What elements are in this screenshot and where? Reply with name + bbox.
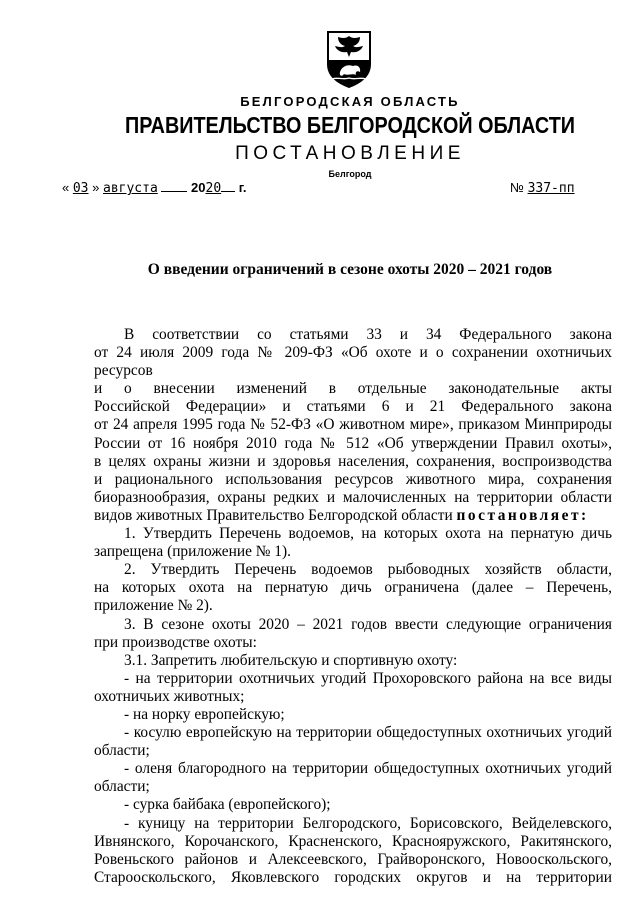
intro-line: и рационального использования ресурсов животного мира, сохранения: [94, 470, 612, 488]
number-value: 337-пп: [527, 181, 575, 196]
date-year-suffix: 20: [205, 181, 222, 196]
city-name: Белгород: [328, 169, 372, 179]
bullet-2: - на норку европейскую;: [124, 705, 285, 723]
bullet-4-line: области;: [94, 778, 150, 796]
bullet-6-line: Старооскольского, Яковлевского городских округов и на территории: [94, 868, 612, 886]
bullet-3-line: области;: [94, 742, 150, 760]
item-1-line: 1. Утвердить Перечень водоемов, на которых охота на пернатую дичь: [124, 525, 612, 543]
bullet-4-line: - оленя благородного на территории общедоступных охотничьих угодий: [124, 760, 612, 778]
document-number: [510, 180, 575, 196]
region-name: БЕЛГОРОДСКАЯ ОБЛАСТЬ: [240, 94, 460, 109]
intro-last-line: [94, 507, 612, 525]
bullet-6-line: Ивнянского, Корочанского, Красненского, Краснояружского, Ракитянского,: [94, 832, 612, 850]
coat-of-arms-icon: [326, 30, 372, 88]
item-3-line: 3. В сезоне охоты 2020 – 2021 годов ввести следующие ограничения: [124, 615, 612, 633]
intro-line: биоразнообразия, охраны редких и малочисленных на территории области: [94, 488, 612, 506]
intro-line: и о внесении изменений в отдельные законодательные акты: [94, 380, 612, 398]
intro-line: России от 16 ноября 2010 года № 512 «Об утверждении Правил охоты»,: [94, 434, 612, 452]
date-month: августа: [103, 181, 158, 196]
bullet-6-line: - куницу на территории Белгородского, Борисовского, Вейделевского,: [124, 814, 612, 832]
intro-line: Российской Федерации» и статьями 6 и 21 Федерального закона: [94, 398, 612, 416]
date-close-quote: »: [92, 180, 100, 195]
item-2-line: приложение № 2).: [94, 597, 213, 615]
document-body: [94, 326, 612, 887]
bullet-1-line: - на территории охотничьих угодий Прохоровского района на все виды: [124, 669, 612, 687]
bullet-1-line: охотничьих животных;: [94, 687, 245, 705]
intro-line: видов животных Правительство Белгородской области: [94, 506, 453, 524]
government-name: ПРАВИТЕЛЬСТВО БЕЛГОРОДСКОЙ ОБЛАСТИ: [125, 112, 575, 138]
date-open-quote: «: [62, 180, 70, 195]
intro-line: от 24 июля 2009 года № 209-ФЗ «Об охоте и о сохранении охотничьих ресурсов: [94, 344, 612, 380]
document-type: ПОСТАНОВЛЕНИЕ: [235, 143, 465, 164]
document-title: О введении ограничений в сезоне охоты 2020 – 2021 годов: [147, 261, 553, 278]
item-2-line: 2. Утвердить Перечень водоемов рыбоводных хозяйств области,: [124, 561, 612, 579]
document-date: [62, 180, 247, 196]
item-3-1: 3.1. Запретить любительскую и спортивную охоту:: [124, 651, 458, 669]
resolves-word: постановляет:: [456, 506, 589, 524]
date-year-label: г.: [238, 180, 247, 195]
bullet-3-line: - косулю европейскую на территории общедоступных охотничьих угодий: [124, 724, 612, 742]
item-3-line: при производстве охоты:: [94, 633, 257, 651]
date-year-prefix: 20: [191, 180, 206, 195]
number-label: №: [510, 180, 524, 195]
bullet-6-line: Ровеньского районов и Алексеевского, Грайворонского, Новооскольского,: [94, 850, 612, 868]
item-1-line: запрещена (приложение № 1).: [94, 543, 291, 561]
intro-line: от 24 апреля 1995 года № 52-ФЗ «О животном мире», приказом Минприроды: [94, 416, 612, 434]
intro-line: в целях охраны жизни и здоровья населения, сохранения, воспроизводства: [94, 452, 612, 470]
item-2-line: на которых охота на пернатую дичь ограничена (далее – Перечень,: [94, 579, 612, 597]
date-day: 03: [72, 181, 89, 196]
intro-line: В соответствии со статьями 33 и 34 Федерального закона: [124, 326, 612, 343]
bullet-5: - сурка байбака (европейского);: [124, 796, 331, 814]
